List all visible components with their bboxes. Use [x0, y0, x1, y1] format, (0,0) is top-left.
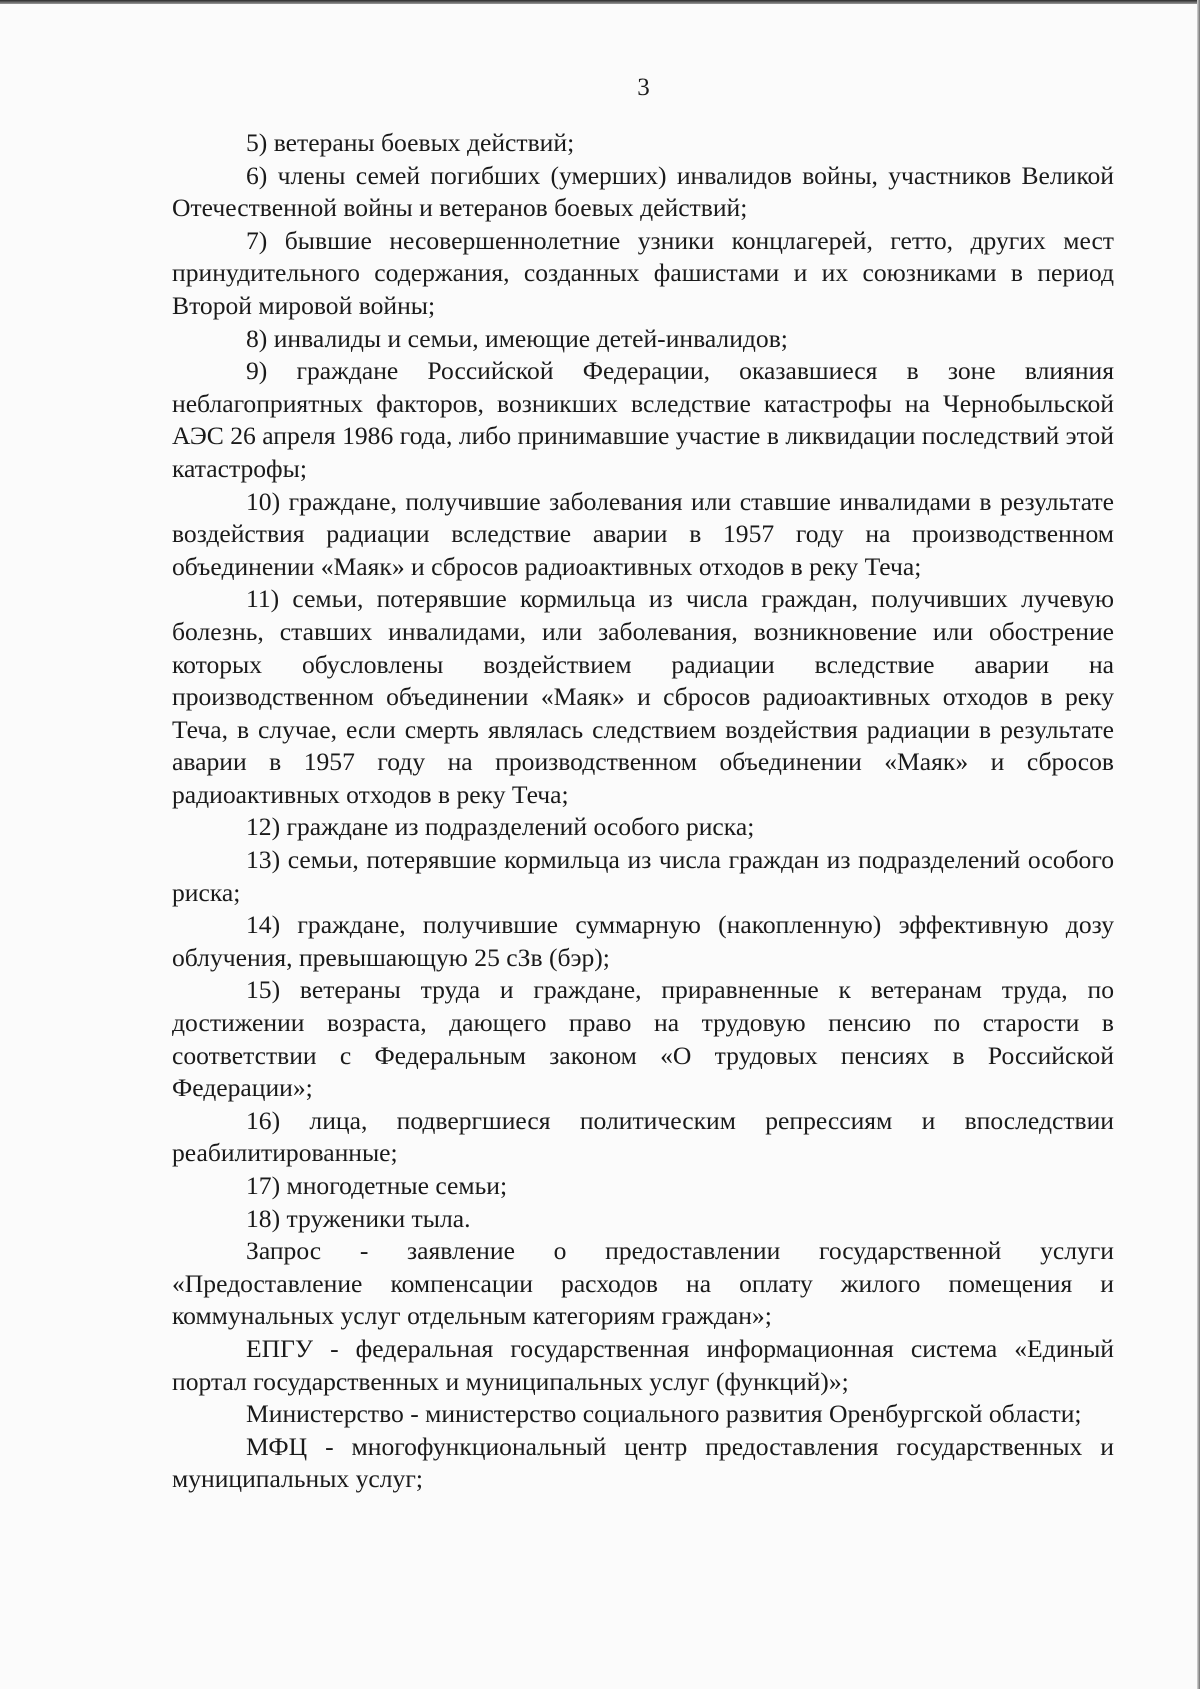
paragraph: Запрос - заявление о предоставлении государственной услуги «Предоставление компенсации расходов на оплату жилого помещения и коммунальных услуг отдельным категориям граждан»; [172, 1236, 1114, 1331]
paragraph: 14) граждане, получившие суммарную (накопленную) эффективную дозу облучения, превышающую 25 сЗв (бэр); [172, 910, 1114, 972]
paragraph: 10) граждане, получившие заболевания или ставшие инвалидами в результате воздействия радиации вследствие аварии в 1957 году на производственном объединении «Маяк» и сбросов радиоактивных отходов в реку Теча; [172, 486, 1114, 581]
paragraph: 13) семьи, потерявшие кормильца из числа граждан из подразделений особого риска; [172, 845, 1114, 907]
paragraph: 9) граждане Российской Федерации, оказавшиеся в зоне влияния неблагоприятных факторов, возникших вследствие катастрофы на Чернобыльской АЭС 26 апреля 1986 года, либо принимавшие участие в ликвидации последствий этой катастрофы; [172, 356, 1114, 483]
document-body [172, 127, 1114, 1496]
paragraph: 15) ветераны труда и граждане, приравненные к ветеранам труда, по достижении возраста, дающего право на трудовую пенсию по старости в соответствии с Федеральным законом «О трудовых пенсиях в Российской Федерации»; [172, 975, 1114, 1103]
paragraph: 7) бывшие несовершеннолетние узники концлагерей, гетто, других мест принудительного содержания, созданных фашистами и их союзниками в период Второй мировой войны; [172, 225, 1114, 320]
paragraph: 17) многодетные семьи; [246, 1171, 508, 1200]
scan-top-edge [0, 0, 1200, 4]
paragraph: МФЦ - многофункциональный центр предоставления государственных и муниципальных услуг; [172, 1431, 1114, 1494]
paragraph: 16) лица, подвергшиеся политическим репрессиям и впоследствии реабилитированные; [172, 1105, 1114, 1168]
page-number: 3 [637, 74, 650, 101]
paragraph: 11) семьи, потерявшие кормильца из числа граждан, получивших лучевую болезнь, ставших инвалидами, или заболевания, возникновение или обострение которых обусловлены воздействием радиации вследствие аварии на производственном объединении «Маяк» и сбросов радиоактивных отходов в реку Теча, в случае, если смерть являлась следствием воздействия радиации в результате аварии в 1957 году на производственном объединении «Маяк» и сбросов радиоактивных отходов в реку Теча; [172, 584, 1114, 809]
paragraph: 8) инвалиды и семьи, имеющие детей-инвалидов; [246, 323, 788, 353]
paragraph: ЕПГУ - федеральная государственная информационная система «Единый портал государственных и муниципальных услуг (функций)»; [172, 1333, 1114, 1396]
paragraph: 12) граждане из подразделений особого риска; [246, 812, 755, 842]
paragraph: Министерство - министерство социального развития Оренбургской области; [246, 1399, 1082, 1429]
paragraph: 6) члены семей погибших (умерших) инвалидов войны, участников Великой Отечественной войны и ветеранов боевых действий; [172, 160, 1114, 223]
paragraph: 18) труженики тыла. [246, 1203, 471, 1233]
paragraph: 5) ветераны боевых действий; [246, 128, 575, 157]
